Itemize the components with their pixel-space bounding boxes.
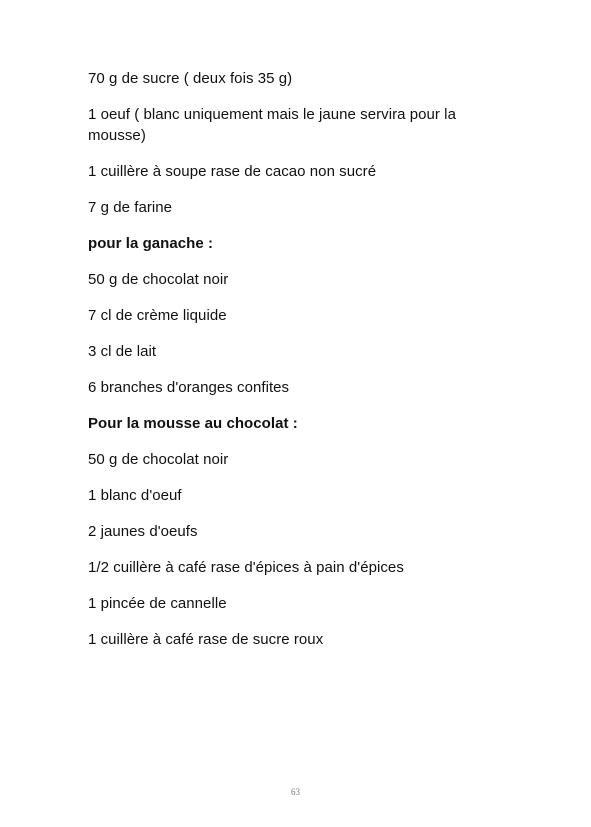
document-body [88, 68, 518, 665]
ingredient-line: 1 pincée de cannelle [88, 595, 227, 612]
ingredient-line: 2 jaunes d'oeufs [88, 523, 198, 540]
section-heading-mousse: Pour la mousse au chocolat : [88, 415, 298, 432]
ingredient-line: 1/2 cuillère à café rase d'épices à pain d'épices [88, 559, 404, 576]
ingredient-line: 1 blanc d'oeuf [88, 487, 182, 504]
page-number: 63 [291, 787, 300, 797]
ingredient-line: 7 g de farine [88, 199, 173, 216]
ingredient-line: 7 cl de crème liquide [88, 307, 227, 324]
ingredient-line: 50 g de chocolat noir [88, 451, 229, 468]
ingredient-line: 50 g de chocolat noir [88, 271, 229, 288]
ingredient-line: 1 cuillère à soupe rase de cacao non sucré [88, 163, 377, 180]
ingredient-line: 70 g de sucre ( deux fois 35 g) [88, 70, 293, 87]
ingredient-line: 3 cl de lait [88, 343, 157, 360]
section-heading-ganache: pour la ganache : [88, 235, 214, 252]
ingredient-line: 6 branches d'oranges confites [88, 379, 290, 396]
ingredient-line: 1 oeuf ( blanc uniquement mais le jaune servira pour la mousse) [88, 106, 456, 144]
ingredient-line: 1 cuillère à café rase de sucre roux [88, 631, 324, 648]
